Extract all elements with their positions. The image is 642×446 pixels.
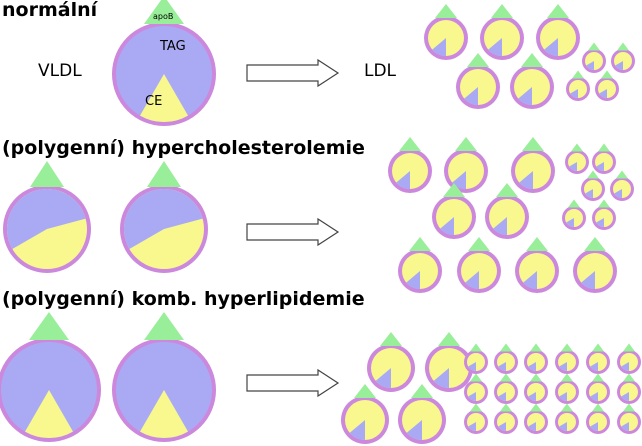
ldl-hyperchol-large-3	[511, 137, 555, 193]
ldl-hyperchol-large-1-apob	[399, 137, 421, 151]
ldl-combined-small-5-apob	[623, 344, 635, 352]
ldl-combined-small-13-apob	[530, 404, 542, 412]
tag-label: TAG	[160, 39, 186, 54]
vldl-combined-1	[0, 312, 101, 442]
ldl-normal-large-4-apob	[467, 53, 489, 67]
ldl-hyperchol-large-1	[388, 137, 432, 193]
vldl-hyperchol-1	[3, 161, 91, 273]
ldl-combined-small-9	[586, 374, 610, 405]
ldl-normal-small-1	[582, 43, 606, 74]
ldl-combined-small-7-apob	[530, 374, 542, 382]
vldl-hyperchol-2-apob	[147, 161, 181, 187]
ldl-combined-small-17-apob	[470, 404, 482, 412]
ldl-combined-small-2-apob	[530, 344, 542, 352]
ldl-hyperchol-large-9	[573, 237, 617, 293]
vldl-label: VLDL	[38, 61, 82, 81]
ldl-normal-large-4	[456, 53, 500, 109]
ldl-combined-small-8	[555, 374, 579, 405]
ldl-normal-small-3-apob	[572, 71, 584, 79]
ldl-hyperchol-large-5	[485, 183, 529, 239]
ldl-combined-large-1-apob	[380, 332, 402, 346]
ldl-combined-small-10-apob	[623, 374, 635, 382]
arrow-hypercholesterolemia	[247, 219, 338, 245]
ldl-hyperchol-small-5-apob	[568, 200, 580, 208]
ldl-combined-small-8-apob	[561, 374, 573, 382]
vldl-combined-1-apob	[29, 312, 69, 340]
ldl-normal-small-3	[566, 71, 590, 102]
vldl-combined-2	[112, 312, 216, 442]
ldl-normal-large-5	[510, 53, 554, 109]
ldl-combined-small-3	[555, 344, 579, 375]
vldl-combined-2-apob	[144, 312, 184, 340]
ldl-combined-small-9-apob	[592, 374, 604, 382]
vldl-hyperchol-1-apob	[30, 161, 64, 187]
ldl-combined-small-15	[586, 404, 610, 435]
ldl-hyperchol-small-2	[592, 144, 616, 175]
ldl-hyperchol-large-2	[444, 137, 488, 193]
ldl-combined-large-2-apob	[438, 332, 460, 346]
ce-label: CE	[145, 94, 163, 109]
ldl-combined-large-3	[341, 384, 389, 444]
ldl-normal-small-2-apob	[617, 43, 629, 51]
ldl-normal-large-2-apob	[491, 4, 513, 18]
ldl-hyperchol-small-4	[610, 171, 634, 202]
ldl-normal-large-1-apob	[435, 4, 457, 18]
ldl-hyperchol-large-7-apob	[468, 237, 490, 251]
ldl-combined-small-3-apob	[561, 344, 573, 352]
ldl-combined-large-1	[367, 332, 415, 392]
section-title-hypercholesterolemia: (polygenní) hypercholesterolemie	[2, 137, 365, 159]
ldl-normal-large-2	[480, 4, 524, 60]
ldl-combined-small-14-apob	[561, 404, 573, 412]
ldl-hyperchol-large-6-apob	[409, 237, 431, 251]
ldl-combined-small-16	[617, 404, 641, 435]
ldl-combined-small-10	[617, 374, 641, 405]
ldl-combined-small-1-apob	[500, 344, 512, 352]
ldl-label: LDL	[364, 61, 397, 81]
ldl-combined-small-13	[524, 404, 548, 435]
ldl-hyperchol-large-8	[515, 237, 559, 293]
ldl-normal-small-4-apob	[601, 71, 613, 79]
ldl-combined-small-6	[494, 374, 518, 405]
ldl-combined-small-17	[464, 404, 488, 435]
ldl-hyperchol-large-8-apob	[526, 237, 548, 251]
vldl-hyperchol-2	[120, 161, 208, 273]
ldl-normal-small-1-apob	[588, 43, 600, 51]
vldl-particles	[0, 0, 216, 442]
ldl-hyperchol-large-2-apob	[455, 137, 477, 151]
ldl-combined-small-14	[555, 404, 579, 435]
ldl-combined-small-4	[586, 344, 610, 375]
ldl-normal-large-5-apob	[521, 53, 543, 67]
section-title-combined-hyperlipidemia: (polygenní) komb. hyperlipidemie	[2, 288, 365, 310]
arrow-combined-hyperlipidemia	[247, 370, 338, 396]
ldl-hyperchol-large-5-apob	[496, 183, 518, 197]
ldl-normal-large-1	[424, 4, 468, 60]
ldl-hyperchol-large-6	[398, 237, 442, 293]
ldl-combined-small-4-apob	[592, 344, 604, 352]
ldl-combined-small-2	[524, 344, 548, 375]
ldl-combined-small-16-apob	[623, 404, 635, 412]
ldl-combined-small-7	[524, 374, 548, 405]
ldl-hyperchol-large-9-apob	[584, 237, 606, 251]
ldl-hyperchol-large-7	[457, 237, 501, 293]
arrow-normal	[247, 60, 338, 86]
ldl-hyperchol-small-5	[562, 200, 586, 231]
ldl-normal-small-2	[611, 43, 635, 74]
ldl-combined-small-6-apob	[500, 374, 512, 382]
ldl-combined-small-18	[464, 344, 488, 375]
ldl-combined-large-3-apob	[354, 384, 376, 398]
ldl-combined-small-12	[494, 404, 518, 435]
ldl-normal-large-3-apob	[547, 4, 569, 18]
ldl-hyperchol-small-4-apob	[616, 171, 628, 179]
ldl-hyperchol-small-1-apob	[571, 144, 583, 152]
section-title-normal: normální	[2, 0, 98, 21]
ldl-hyperchol-small-2-apob	[598, 144, 610, 152]
conversion-arrows	[247, 60, 338, 396]
apob-label: apoB	[153, 12, 174, 21]
ldl-hyperchol-small-3	[581, 171, 605, 202]
ldl-combined-large-4-apob	[411, 384, 433, 398]
ldl-combined-small-15-apob	[592, 404, 604, 412]
ldl-hyperchol-small-1	[565, 144, 589, 175]
ldl-normal-large-3	[536, 4, 580, 60]
ldl-normal-small-4	[595, 71, 619, 102]
ldl-combined-large-4	[398, 384, 446, 444]
ldl-hyperchol-small-6-apob	[598, 200, 610, 208]
ldl-combined-small-18-apob	[470, 344, 482, 352]
ldl-combined-small-5	[617, 344, 641, 375]
ldl-hyperchol-small-6	[592, 200, 616, 231]
ldl-combined-small-12-apob	[500, 404, 512, 412]
ldl-hyperchol-large-3-apob	[522, 137, 544, 151]
ldl-combined-small-1	[494, 344, 518, 375]
